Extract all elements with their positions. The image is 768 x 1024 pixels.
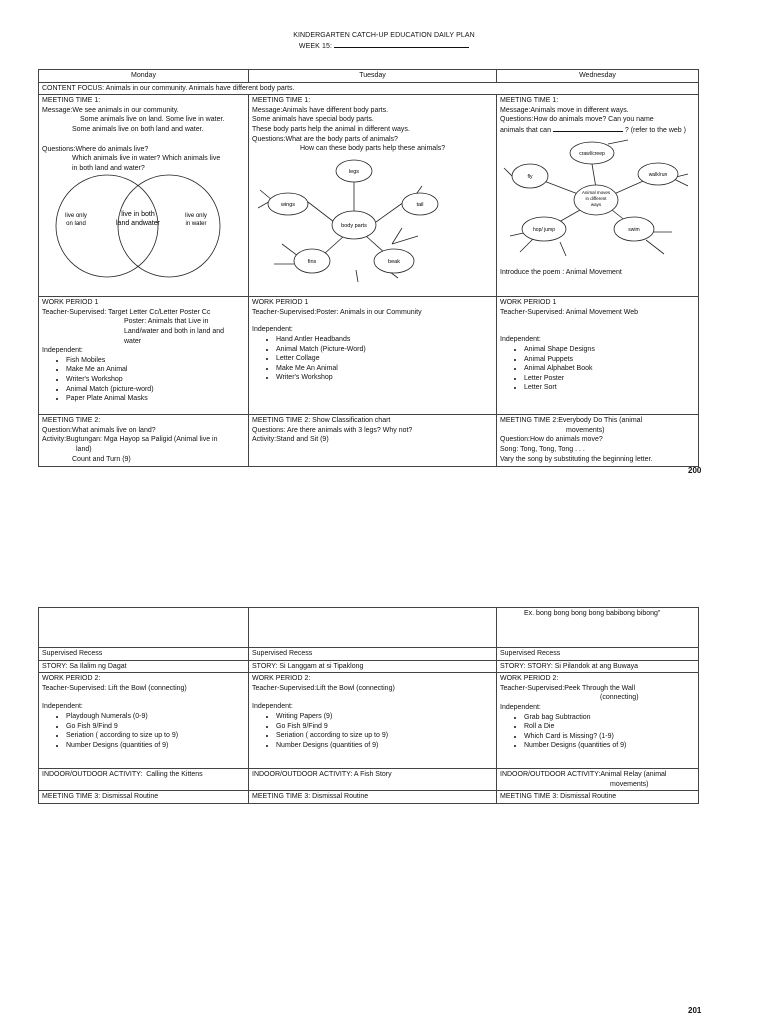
independent-list (42, 356, 245, 404)
content-focus-label: CONTENT FOCUS: (42, 84, 105, 92)
animal-movement-web (500, 136, 696, 268)
web-label-walk: walk/run (648, 171, 668, 178)
web-label-fins: fins (307, 258, 317, 265)
list-item: • Animal Puppets (524, 355, 695, 365)
monday-work-period-1 (39, 297, 249, 415)
question-line: How do animals move? Can you name (533, 116, 654, 124)
questions-label: Questions: (252, 135, 286, 143)
wednesday-work-period-1 (497, 297, 699, 415)
list-item: • Roll a Die (524, 722, 695, 732)
message-label: Message: (42, 106, 73, 114)
meeting-time-2-topic: movements) (566, 426, 605, 434)
teacher-supervised-text: Lift the Bowl (connecting) (108, 684, 187, 692)
message-label: Message: (500, 106, 531, 114)
wednesday-continued (497, 608, 699, 648)
venn-label-both: land andwater (116, 220, 160, 228)
monday-continued (39, 608, 249, 648)
venn-label-water: in water (185, 221, 207, 228)
wednesday-meeting-time-2 (497, 415, 699, 467)
poem-line: Introduce the poem : Animal Movement (500, 268, 622, 276)
activity-text: Bugtungan: Mga Hayop sa Paligid (Animal live in (66, 436, 218, 444)
list-item: • Animal Alphabet Book (524, 364, 695, 374)
meeting-time-2-title: MEETING TIME 2: (500, 417, 559, 425)
wednesday-indoor-outdoor-activity (497, 769, 699, 791)
list-item: • Animal Shape Designs (524, 345, 695, 355)
web-label-fly: fly (527, 173, 533, 180)
meeting-time-2-title: MEETING TIME 2: (252, 417, 311, 425)
monday-indoor-outdoor-activity (39, 769, 249, 791)
list-item: • Which Card is Missing? (1-9) (524, 732, 695, 742)
monday-story: STORY: Sa Ilalim ng Dagat (39, 660, 249, 673)
independent-list (500, 713, 695, 751)
teacher-supervised-label: Teacher-Supervised: (500, 308, 565, 316)
teacher-supervised-text: Lift the Bowl (connecting) (316, 684, 395, 692)
question-label: Question: (500, 436, 530, 444)
meeting-time-2-topic: Show Classification chart (312, 417, 391, 425)
teacher-supervised-text: Poster: Animals that Live in (124, 318, 209, 326)
wednesday-story: STORY: STORY: Si Pilandok at ang Buwaya (497, 660, 699, 673)
list-item: • Seriation ( according to size up to 9) (66, 731, 245, 741)
monday-meeting-time-2 (39, 415, 249, 467)
tuesday-meeting-time-3 (249, 791, 497, 804)
plan-title: KINDERGARTEN CATCH-UP EDUCATION DAILY PLAN (293, 32, 475, 39)
work-period-1-title: WORK PERIOD 1 (42, 299, 99, 307)
teacher-supervised-text: Target Letter Cc/Letter Poster Cc (108, 308, 211, 316)
independent-label: Independent: (42, 703, 83, 711)
list-item: • Seriation ( according to size up to 9) (276, 731, 493, 741)
teacher-supervised-text: (connecting) (600, 694, 639, 702)
question-line: Which animals live in water? Which animals live (72, 155, 221, 163)
activity-label: Activity: (252, 436, 277, 444)
web-label-wings: wings (280, 201, 296, 208)
monday-meeting-time-1 (39, 95, 249, 297)
question-line: in both land and water? (72, 164, 145, 172)
wednesday-meeting-time-1 (497, 95, 699, 297)
list-item: • Letter Poster (524, 374, 695, 384)
questions-label: Questions: (500, 116, 534, 124)
web-center-label: in different (585, 195, 607, 201)
tuesday-work-period-1 (249, 297, 497, 415)
list-item: • Letter Sort (524, 383, 695, 393)
list-item: • Animal Match (Picture-Word) (276, 345, 493, 355)
list-item: • Number Designs (quantities of 9) (66, 741, 245, 751)
teacher-supervised-label: Teacher-Supervised: (252, 684, 317, 692)
day-header-tuesday: Tuesday (249, 70, 497, 83)
list-item: • Paper Plate Animal Masks (66, 394, 245, 404)
message-line: Animals move in different ways. (530, 106, 629, 114)
question-line: Where do animals live? (75, 145, 149, 153)
plan-table-page1 (38, 69, 699, 467)
tuesday-continued (249, 608, 497, 648)
content-focus-row (39, 82, 699, 95)
wednesday-recess: Supervised Recess (497, 648, 699, 661)
independent-list (252, 335, 493, 383)
message-line: We see animals in our community. (72, 106, 179, 114)
tuesday-recess: Supervised Recess (249, 648, 497, 661)
web-center-label: Animal moves (581, 189, 611, 195)
independent-label: Independent: (42, 347, 83, 355)
venn-label-land: on land (66, 221, 86, 228)
tuesday-indoor-outdoor-activity (249, 769, 497, 791)
question-label: Question: (42, 426, 72, 434)
song-example: Ex. bong bong bong bong babibong bibong" (524, 610, 661, 617)
activity-label: Activity: (42, 436, 67, 444)
activity-text: land) (76, 445, 92, 453)
meeting-time-1-title: MEETING TIME 1: (252, 97, 311, 105)
list-item: • Make Me An Animal (276, 364, 493, 374)
activity-label: INDOOR/OUTDOOR ACTIVITY: (252, 771, 353, 779)
web-label-beak: beak (388, 258, 400, 265)
answer-blank (553, 125, 623, 132)
activity-text: A Fish Story (353, 771, 392, 779)
list-item: • Animal Match (picture-word) (66, 385, 245, 395)
web-label-swim: swim (628, 226, 640, 233)
question-line: How can these body parts help these animals? (300, 145, 446, 153)
message-label: Message: (252, 106, 283, 114)
message-line: Animals have different body parts. (282, 106, 389, 114)
independent-list (42, 712, 245, 750)
song-text: Tong, Tong, Tong . . . (520, 445, 585, 453)
teacher-supervised-text: water (124, 337, 142, 345)
meeting-time-1-title: MEETING TIME 1: (500, 97, 559, 105)
wednesday-meeting-time-3 (497, 791, 699, 804)
teacher-supervised-label: Teacher-Supervised: (42, 684, 107, 692)
monday-work-period-2 (39, 673, 249, 769)
tuesday-story: STORY: Si Langgam at si Tipaklong (249, 660, 497, 673)
teacher-supervised-label: Teacher-Supervised: (252, 308, 317, 316)
list-item: • Number Designs (quantities of 9) (524, 741, 695, 751)
work-period-1-title: WORK PERIOD 1 (252, 299, 309, 307)
monday-meeting-time-3 (39, 791, 249, 804)
independent-label: Independent: (500, 336, 541, 344)
teacher-supervised-text: Animal Movement Web (565, 308, 638, 316)
list-item: • Number Designs (quantities of 9) (276, 741, 493, 751)
teacher-supervised-label: Teacher-Supervised: (500, 684, 565, 692)
work-period-1-title: WORK PERIOD 1 (500, 299, 557, 307)
web-label-crawl: crawl/creep (579, 150, 605, 157)
question-text: Are there animals with 3 legs? Why not? (287, 426, 413, 434)
message-line: Some animals have special body parts. (252, 116, 374, 124)
independent-list (500, 345, 695, 393)
questions-label: Questions: (252, 426, 286, 434)
list-item: • Fish Mobiles (66, 356, 245, 366)
list-item: • Writer's Workshop (66, 375, 245, 385)
week-line (0, 41, 768, 50)
meeting-time-3-text: Dismissal Routine (560, 793, 617, 801)
venn-label-water: live only (185, 213, 207, 220)
list-item: • Letter Collage (276, 354, 493, 364)
monday-recess: Supervised Recess (39, 648, 249, 661)
meeting-time-3-text: Dismissal Routine (312, 793, 369, 801)
list-item: • Writing Papers (9) (276, 712, 493, 722)
activity-label: INDOOR/OUTDOOR ACTIVITY: (42, 771, 143, 779)
teacher-supervised-text: Poster: Animals in our Community (316, 308, 422, 316)
list-item: • Go Fish 9/Find 9 (276, 722, 493, 732)
question-text: What animals live on land? (71, 426, 156, 434)
activity-text: Count and Turn (9) (72, 455, 131, 463)
meeting-time-2-topic: Everybody Do This (animal (558, 417, 643, 425)
web-label-hop: hop/ jump (533, 226, 555, 233)
list-item: • Hand Antler Headbands (276, 335, 493, 345)
web-center-label: ways (590, 201, 602, 207)
question-text: How do animals move? (529, 436, 603, 444)
activity-text: movements) (610, 780, 649, 788)
week-label: WEEK 15: (298, 43, 333, 50)
message-line: Some animals live on land. Some live in water. (80, 116, 225, 124)
web-label-tail: tail (416, 201, 424, 208)
web-center-label: body parts (341, 222, 367, 229)
plan-table-page2 (38, 607, 699, 804)
venn-label-land: live only (65, 213, 87, 220)
activity-text: Stand and Sit (9) (276, 436, 329, 444)
teacher-supervised-text: Peek Through the Wall (564, 684, 636, 692)
independent-label: Independent: (252, 326, 293, 334)
meeting-time-3-title: MEETING TIME 3: (500, 793, 559, 801)
work-period-2-title: WORK PERIOD 2: (500, 675, 559, 683)
message-line: These body parts help the animal in different ways. (252, 125, 410, 133)
meeting-time-3-title: MEETING TIME 3: (252, 793, 311, 801)
independent-list (252, 712, 493, 750)
question-line: ? (refer to the web ) (624, 126, 686, 134)
teacher-supervised-label: Teacher-Supervised: (42, 308, 107, 316)
web-label-legs: legs (348, 168, 360, 175)
wednesday-work-period-2 (497, 673, 699, 769)
song-label: Song: (500, 445, 519, 453)
venn-label-both: live in both (121, 211, 155, 219)
meeting-time-1-title: MEETING TIME 1: (42, 97, 101, 105)
meeting-time-3-title: MEETING TIME 3: (42, 793, 101, 801)
day-header-monday: Monday (39, 70, 249, 83)
activity-label: INDOOR/OUTDOOR ACTIVITY: (500, 771, 601, 779)
teacher-supervised-text: Land/water and both in land and (124, 327, 225, 335)
tuesday-meeting-time-2 (249, 415, 497, 467)
question-line: animals that can (500, 126, 551, 134)
activity-text: Calling the Kittens (146, 771, 203, 779)
list-item: • Grab bag Subtraction (524, 713, 695, 723)
tuesday-work-period-2 (249, 673, 497, 769)
work-period-2-title: WORK PERIOD 2: (252, 675, 311, 683)
question-line: What are the body parts of animals? (285, 135, 398, 143)
message-line: Some animals live on both land and water. (72, 125, 204, 133)
week-blank (334, 41, 469, 48)
questions-label: Questions: (42, 145, 76, 153)
list-item: • Go Fish 9/Find 9 (66, 722, 245, 732)
body-parts-web (252, 154, 492, 284)
song-instruction: Vary the song by substituting the beginning letter. (500, 455, 653, 463)
page-number: 201 (688, 1006, 702, 1015)
independent-label: Independent: (500, 703, 541, 711)
tuesday-meeting-time-1 (249, 95, 497, 297)
list-item: • Playdough Numerals (0-9) (66, 712, 245, 722)
day-header-wednesday: Wednesday (497, 70, 699, 83)
meeting-time-2-title: MEETING TIME 2: (42, 417, 101, 425)
list-item: • Writer's Workshop (276, 373, 493, 383)
work-period-2-title: WORK PERIOD 2: (42, 675, 101, 683)
content-focus-text: Animals in our community. Animals have different body parts. (105, 84, 295, 92)
activity-text: Animal Relay (animal (600, 771, 667, 779)
venn-diagram (42, 173, 244, 283)
independent-label: Independent: (252, 703, 293, 711)
page-number: 200 (688, 466, 702, 475)
meeting-time-3-text: Dismissal Routine (102, 793, 159, 801)
list-item: • Make Me an Animal (66, 365, 245, 375)
